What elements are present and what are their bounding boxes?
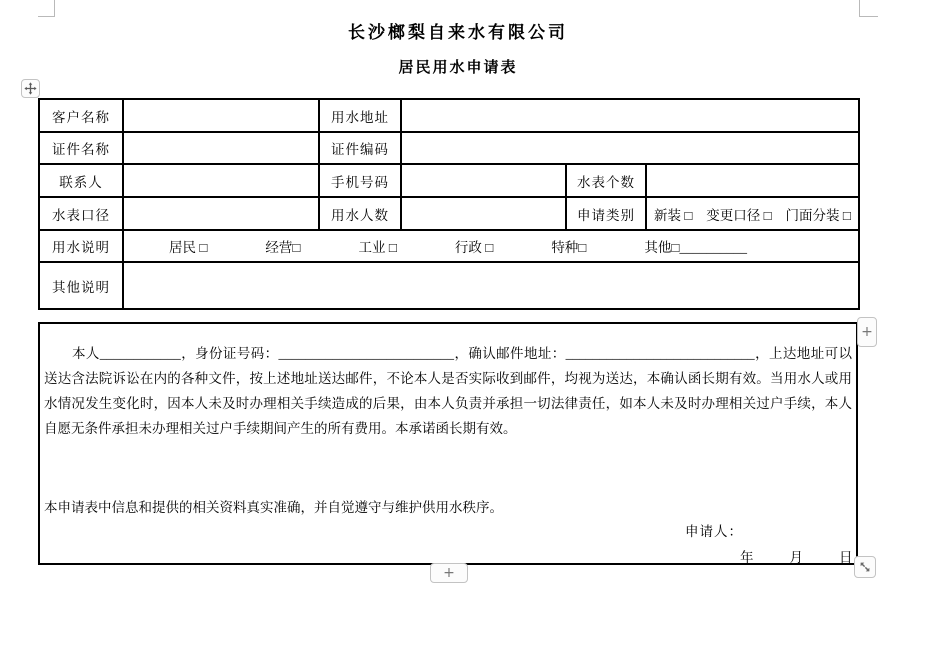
date-day-label: 日: [839, 550, 853, 565]
usage-option-other-group: [644, 236, 747, 256]
cert-code-field[interactable]: [401, 132, 859, 164]
water-address-label: 用水地址: [319, 99, 401, 132]
apply-option-change-diameter-checkbox[interactable]: 变更口径 □: [706, 207, 772, 223]
table-row-meter: [39, 197, 859, 230]
apply-option-new-install-checkbox[interactable]: 新装 □: [654, 207, 693, 223]
usage-option-industry-checkbox[interactable]: 工业 □: [358, 240, 397, 255]
confirmation-text: 本申请表中信息和提供的相关资料真实准确，并自觉遵守与维护供用水秩序。: [44, 500, 503, 515]
apply-category-label: 申请类别: [566, 197, 646, 230]
plus-icon: +: [861, 324, 873, 340]
apply-category-options-cell: [646, 197, 859, 230]
usage-option-administration-checkbox[interactable]: 行政 □: [454, 240, 494, 255]
customer-name-field[interactable]: [123, 99, 319, 132]
page-margin-mark-top-left: [38, 0, 55, 17]
insert-row-plus-button[interactable]: [857, 317, 877, 347]
water-user-count-label: 用水人数: [319, 197, 401, 230]
cert-code-label: 证件编码: [319, 132, 401, 164]
other-notes-label: 其他说明: [39, 262, 123, 309]
date-row: [740, 546, 853, 566]
usage-option-resident-checkbox[interactable]: 居民 □: [169, 240, 208, 255]
meter-diameter-field[interactable]: [123, 197, 319, 230]
table-row-certificate: [39, 132, 859, 164]
water-user-count-field[interactable]: [401, 197, 566, 230]
usage-option-other-blank-line[interactable]: __________: [679, 240, 748, 255]
page-subtitle: 居民用水申请表: [398, 60, 518, 76]
insert-below-plus-button[interactable]: [430, 563, 468, 583]
table-row-customer: [39, 99, 859, 132]
water-usage-options-cell: [123, 230, 859, 262]
plus-icon: +: [443, 565, 455, 581]
page-title: 长沙榔梨自来水有限公司: [348, 23, 568, 42]
diagonal-resize-arrows-icon: [858, 560, 872, 574]
other-notes-field[interactable]: [123, 262, 859, 309]
table-row-contact: [39, 164, 859, 197]
cert-name-label: 证件名称: [39, 132, 123, 164]
usage-option-other-checkbox[interactable]: 其他□: [644, 240, 680, 255]
date-month-label: 月: [789, 550, 803, 565]
water-address-field[interactable]: [401, 99, 859, 132]
applicant-label: 申请人：: [685, 524, 743, 539]
meter-count-field[interactable]: [646, 164, 859, 197]
meter-count-label: 水表个数: [566, 164, 646, 197]
declaration-text: 本人____________，身份证号码：__________________________，确认邮件地址：____________________________，上达地址可以送达含法院诉讼在内的各种文件，按上述地址送达邮件，不论本人是否实际收到邮件，均视为送达，本确认函长期有效。当用水人或用水情况发生变化时，因本人未及时办理相关手续造成的后果，由本人负责并承担一切法律责任，如本人未及时办理相关过户手续，本人自愿无条件承担未办理相关过户手续期间产生的所有费用。本承诺函长期有效。: [44, 346, 852, 436]
usage-option-business-checkbox[interactable]: 经营□: [265, 240, 301, 255]
apply-option-storefront-split-checkbox[interactable]: 门面分装 □: [785, 207, 852, 223]
table-row-usage: [39, 230, 859, 262]
cert-name-field[interactable]: [123, 132, 319, 164]
table-move-handle-icon[interactable]: [21, 79, 40, 98]
page-margin-mark-top-right: [859, 0, 878, 17]
usage-option-special-checkbox[interactable]: 特种□: [551, 240, 587, 255]
application-form-table: [38, 98, 860, 310]
table-row-other-notes: [39, 262, 859, 309]
contact-person-field[interactable]: [123, 164, 319, 197]
move-arrows-icon: [24, 82, 37, 95]
date-year-label: 年: [740, 550, 754, 565]
declaration-box: [38, 322, 858, 565]
contact-person-label: 联系人: [39, 164, 123, 197]
water-usage-label: 用水说明: [39, 230, 123, 262]
table-resize-handle-icon[interactable]: [854, 556, 876, 578]
customer-name-label: 客户名称: [39, 99, 123, 132]
meter-diameter-label: 水表口径: [39, 197, 123, 230]
mobile-number-label: 手机号码: [319, 164, 401, 197]
mobile-number-field[interactable]: [401, 164, 566, 197]
